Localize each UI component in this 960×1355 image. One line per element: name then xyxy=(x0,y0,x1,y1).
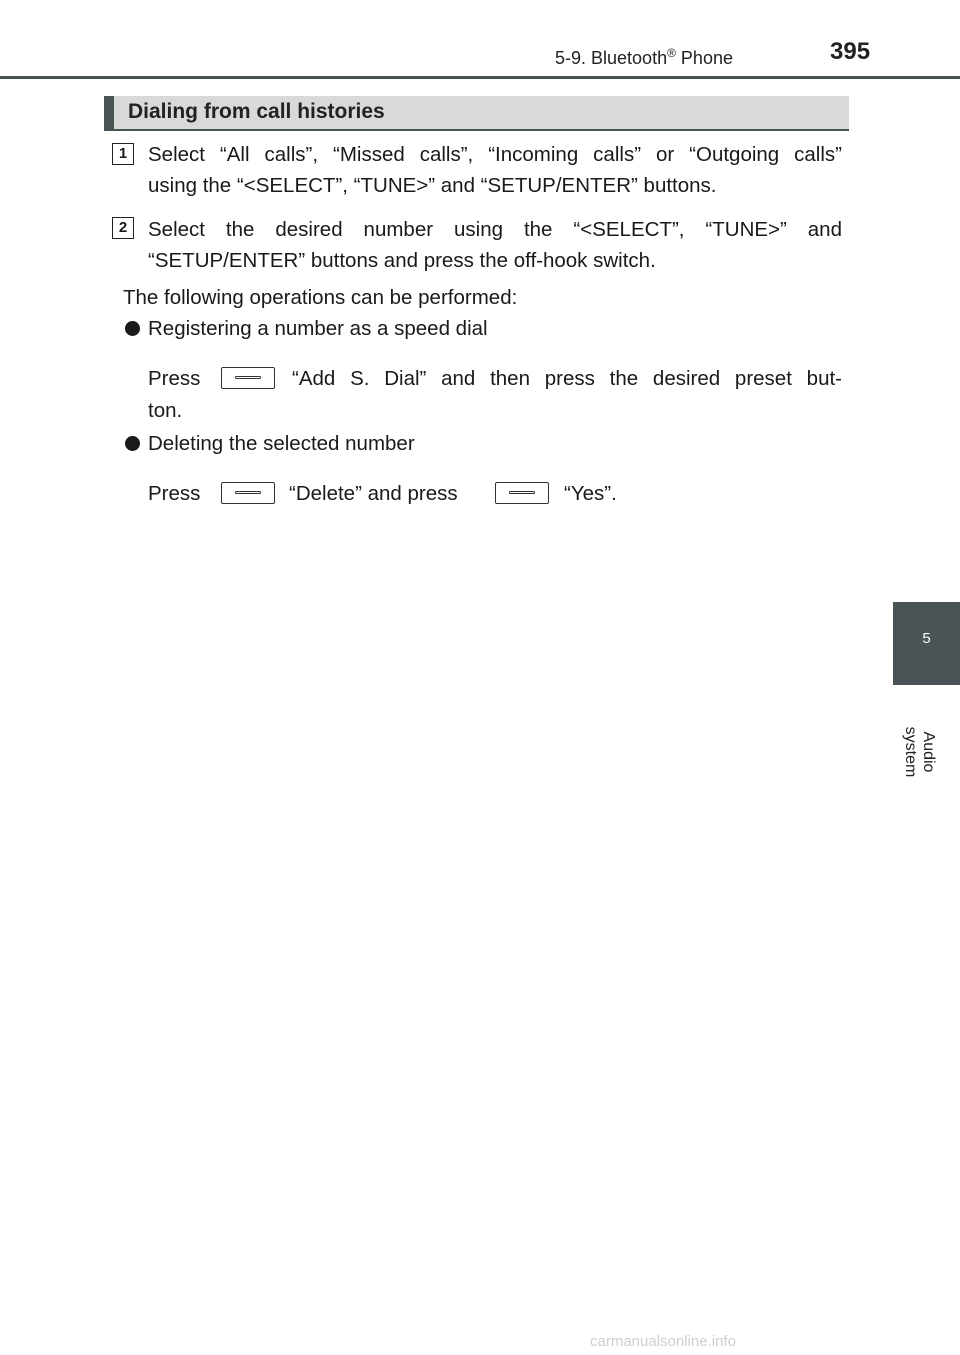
running-header xyxy=(555,46,733,69)
chapter-label: Audio system xyxy=(902,726,937,778)
bullet-icon xyxy=(125,321,140,336)
step-number-1: 1 xyxy=(112,143,134,165)
step-2-line-2: “SETUP/ENTER” buttons and press the off-hook switch. xyxy=(148,249,656,272)
step-number-2: 2 xyxy=(112,217,134,239)
step-1-line-2: using the “<SELECT”, “TUNE>” and “SETUP/ENTER” buttons. xyxy=(148,174,717,197)
page-number: 395 xyxy=(830,38,871,65)
operation-1-line-1-rest: “Add S. Dial” and then press the desired preset but- xyxy=(292,367,842,390)
running-header-prefix: 5-9. Bluetooth xyxy=(555,48,668,68)
operation-2-end: “Yes”. xyxy=(564,482,617,505)
operation-2-press: Press xyxy=(148,482,201,505)
operation-2-middle: “Delete” and press xyxy=(289,482,458,505)
chapter-number: 5 xyxy=(922,630,931,647)
chapter-tab xyxy=(893,602,960,685)
section-heading-bar xyxy=(104,96,849,131)
operation-1-heading: Registering a number as a speed dial xyxy=(148,317,488,340)
bullet-icon xyxy=(125,436,140,451)
step-1-line-1: Select “All calls”, “Missed calls”, “Incoming calls” or “Outgoing calls” xyxy=(148,143,842,166)
display-button-icon xyxy=(221,367,275,389)
display-button-icon xyxy=(221,482,275,504)
operation-1-press: Press xyxy=(148,367,201,390)
running-header-suffix: Phone xyxy=(675,48,733,68)
section-title: Dialing from call histories xyxy=(128,100,385,123)
operation-2-heading: Deleting the selected number xyxy=(148,432,415,455)
display-button-icon xyxy=(495,482,549,504)
header-rule xyxy=(0,76,960,79)
operations-intro: The following operations can be performed: xyxy=(123,286,518,309)
registered-mark: ® xyxy=(667,46,676,60)
operation-1-line-2: ton. xyxy=(148,399,183,422)
watermark: carmanualsonline.info xyxy=(590,1333,736,1350)
step-2-line-1: Select the desired number using the “<SELECT”, “TUNE>” and xyxy=(148,218,842,241)
